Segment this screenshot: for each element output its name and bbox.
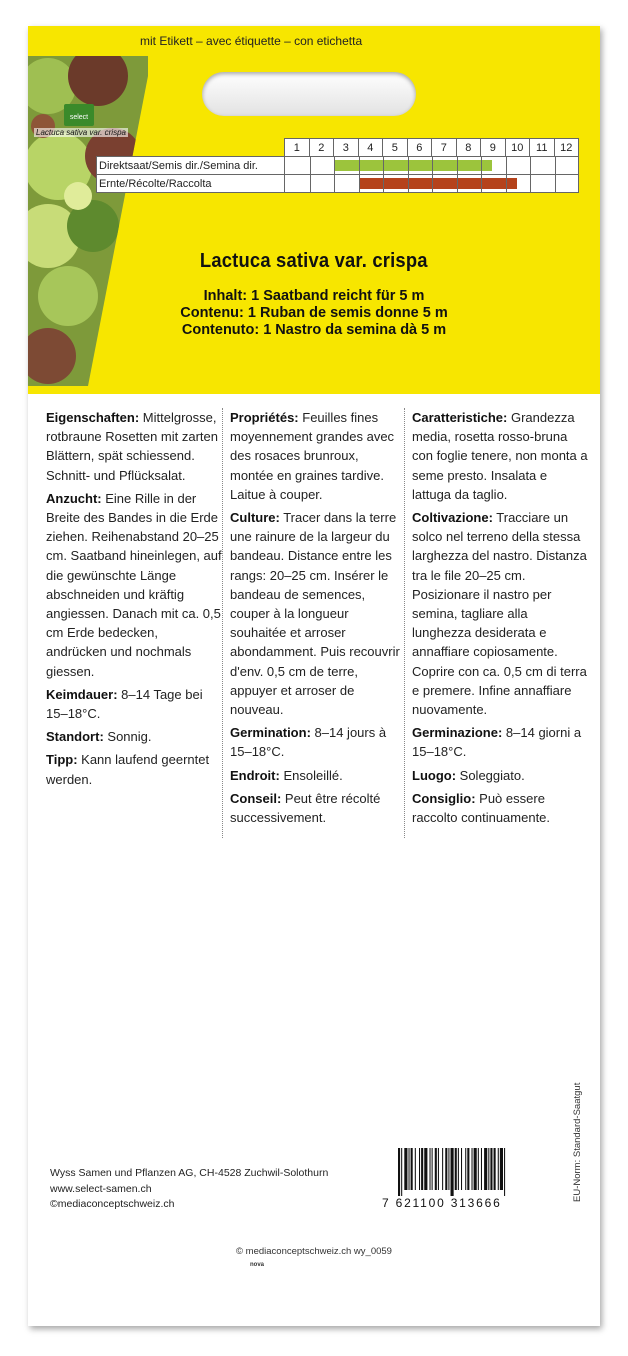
month-7: 7 — [432, 139, 457, 157]
section-text: Ensoleillé. — [279, 767, 343, 783]
barcode-bar — [500, 1148, 503, 1190]
month-2: 2 — [309, 139, 334, 157]
barcode-bar — [438, 1148, 439, 1190]
yellow-header — [28, 26, 600, 394]
section-heading: Germination: — [230, 725, 311, 741]
company-website: www.select-samen.ch — [50, 1182, 152, 1195]
section-1-1 — [230, 508, 402, 719]
barcode-bar — [411, 1148, 413, 1190]
barcode-bar — [401, 1148, 402, 1196]
barcode-bar — [458, 1148, 459, 1190]
eu-norm-label: EU-Norm: Standard-Saatgut — [572, 1082, 583, 1202]
section-2-1 — [412, 508, 588, 719]
section-text: Eine Rille in der Breite des Bandes in die Erde ziehen. Reihenabstand 20–25 cm. Saatband hineinlegen, auf die gewünschte Länge abschneiden und kräftig angiessen. Danach mit ca. 0,5 cm Erde bedecken, andrücken und nochmals giessen. — [46, 490, 222, 679]
barcode-bar — [424, 1148, 427, 1190]
section-2-2 — [412, 723, 588, 761]
select-logo: select — [64, 104, 94, 126]
barcode-number: 7 621100 313666 — [382, 1196, 502, 1210]
hang-hole — [202, 72, 416, 116]
section-heading: Luogo: — [412, 767, 457, 783]
month-5: 5 — [383, 139, 408, 157]
section-text: Può essere raccolto continuamente. — [412, 790, 551, 826]
barcode-bar — [484, 1148, 487, 1190]
barcode — [398, 1148, 562, 1196]
contents-fr: Contenu: 1 Ruban de semis donne 5 m — [180, 305, 448, 321]
section-text: 8–14 Tage bei 15–18°C. — [46, 686, 203, 722]
variety-title: Lactuca sativa var. crispa — [200, 250, 428, 272]
barcode-bar — [398, 1148, 400, 1196]
barcode-bar — [415, 1148, 416, 1190]
credit-line: © mediaconceptschweiz.ch wy_0059 — [236, 1246, 392, 1257]
barcode-bar — [455, 1148, 457, 1190]
section-heading: Standort: — [46, 729, 104, 745]
barcode-bar — [432, 1148, 433, 1190]
barcode-bar — [472, 1148, 473, 1190]
section-text: 8–14 giorni a 15–18°C. — [412, 725, 582, 760]
section-heading: Keimdauer: — [46, 686, 118, 702]
section-heading: Conseil: — [230, 790, 282, 806]
column-german — [46, 408, 222, 793]
section-text: Mittelgrosse, rotbraune Rosetten mit zarten Blättern, spät schiessend. Schnitt- und Pflücksalat. — [46, 410, 218, 483]
section-text: Feuilles fines moyennement grandes avec des rosaces brunroux, montée en graines tardive. Laitue à couper. — [230, 410, 395, 502]
section-2-0 — [412, 408, 588, 504]
section-heading: Anzucht: — [46, 490, 102, 506]
section-0-3 — [46, 727, 222, 746]
section-heading: Tipp: — [46, 752, 78, 768]
section-heading: Propriétés: — [230, 410, 299, 425]
section-0-2 — [46, 685, 222, 723]
section-text: 8–14 jours à 15–18°C. — [230, 725, 387, 760]
barcode-bar — [419, 1148, 420, 1190]
contents-it: Contenuto: 1 Nastro da semina dà 5 m — [181, 322, 447, 338]
month-3: 3 — [334, 139, 359, 157]
section-2-4 — [412, 789, 588, 827]
month-10: 10 — [505, 139, 530, 157]
row-label-harvest: Ernte/Récolte/Raccolta — [97, 175, 285, 193]
barcode-bar — [494, 1148, 496, 1190]
barcode-bar — [435, 1148, 437, 1190]
section-text: Sonnig. — [103, 729, 152, 745]
column-italian — [412, 408, 588, 831]
month-8: 8 — [456, 139, 481, 157]
column-divider — [404, 408, 405, 838]
month-4: 4 — [358, 139, 383, 157]
section-0-1 — [46, 489, 222, 681]
barcode-bar — [465, 1148, 466, 1190]
section-heading: Caratteristiche: — [412, 410, 508, 425]
section-1-3 — [230, 766, 402, 785]
row-label-sowing: Direktsaat/Semis dir./Semina dir. — [97, 157, 285, 175]
contents-de: Inhalt: 1 Saatband reicht für 5 m — [203, 288, 425, 304]
barcode-bar — [504, 1148, 505, 1196]
barcode-bar — [421, 1148, 423, 1190]
barcode-bar — [451, 1148, 454, 1196]
section-text: Tracciare un solco nel terreno della stessa larghezza del nastro. Distanza tra le file 20–25 cm. Posizionare il nastro per semina, tagliare alla lunghezza desiderata e annaffiare copiosamente. Coprire con ca. 0,5 cm di terra e premere. Infine annaffiare nuovamente. — [412, 510, 587, 718]
section-text: Tracer dans la terre une rainure de la largeur du bandeau. Distance entre les rangs: 20–25 cm. Insérer le bandeau de semences, couper à la longueur souhaitée et arroser abondamment. Puis recouvrir d'env. 0,5 cm de terre, appuyer et arroser de nouveau. — [230, 510, 400, 718]
column-divider — [222, 408, 223, 838]
column-french — [230, 408, 402, 831]
calendar-row-sowing — [97, 157, 579, 175]
barcode-bar — [488, 1148, 489, 1190]
section-text: Grandezza media, rosetta rosso-bruna con foglie tenere, non monta a seme presto. Insalata e lattuga da taglio. — [412, 410, 588, 502]
section-text: Soleggiato. — [456, 767, 525, 783]
company-name: Wyss Samen und Pflanzen AG, CH-4528 Zuchwil-Solothurn — [50, 1167, 329, 1179]
sowing-calendar — [96, 138, 579, 193]
barcode-bar — [442, 1148, 443, 1190]
barcode-bar — [448, 1148, 449, 1190]
section-heading: Coltivazione: — [412, 510, 493, 526]
month-6: 6 — [407, 139, 432, 157]
barcode-bar — [474, 1148, 477, 1190]
month-1: 1 — [285, 139, 310, 157]
company-info — [50, 1166, 328, 1213]
section-1-0 — [230, 408, 402, 504]
section-0-0 — [46, 408, 222, 485]
month-12: 12 — [554, 139, 579, 157]
barcode-bar — [481, 1148, 482, 1190]
section-2-3 — [412, 766, 588, 785]
barcode-bar — [467, 1148, 469, 1190]
section-heading: Eigenschaften: — [46, 410, 140, 425]
barcode-bar — [409, 1148, 410, 1190]
seed-packet — [28, 26, 600, 1326]
section-heading: Consiglio: — [412, 790, 476, 806]
label-note: mit Etikett – avec étiquette – con etichetta — [140, 34, 363, 48]
barcode-bar — [498, 1148, 499, 1190]
section-1-2 — [230, 723, 402, 761]
barcode-bar — [430, 1148, 431, 1190]
month-9: 9 — [481, 139, 506, 157]
barcode-bar — [461, 1148, 462, 1190]
barcode-bar — [445, 1148, 447, 1190]
calendar-row-harvest — [97, 175, 579, 193]
barcode-bar — [478, 1148, 479, 1190]
contents-info — [28, 288, 600, 339]
section-text: Peut être récolté successivement. — [230, 790, 381, 826]
section-1-4 — [230, 789, 402, 827]
barcode-bar — [490, 1148, 492, 1190]
section-heading: Endroit: — [230, 767, 280, 783]
section-heading: Culture: — [230, 510, 280, 526]
section-0-4 — [46, 750, 222, 788]
month-11: 11 — [530, 139, 555, 157]
company-copyright: ©mediaconceptschweiz.ch — [50, 1198, 175, 1210]
barcode-bar — [404, 1148, 407, 1190]
photo-variety-label: Lactuca sativa var. crispa — [36, 128, 126, 137]
credit-logo: nova — [250, 1262, 265, 1268]
section-heading: Germinazione: — [412, 725, 503, 741]
section-text: Kann laufend geerntet werden. — [46, 752, 210, 787]
